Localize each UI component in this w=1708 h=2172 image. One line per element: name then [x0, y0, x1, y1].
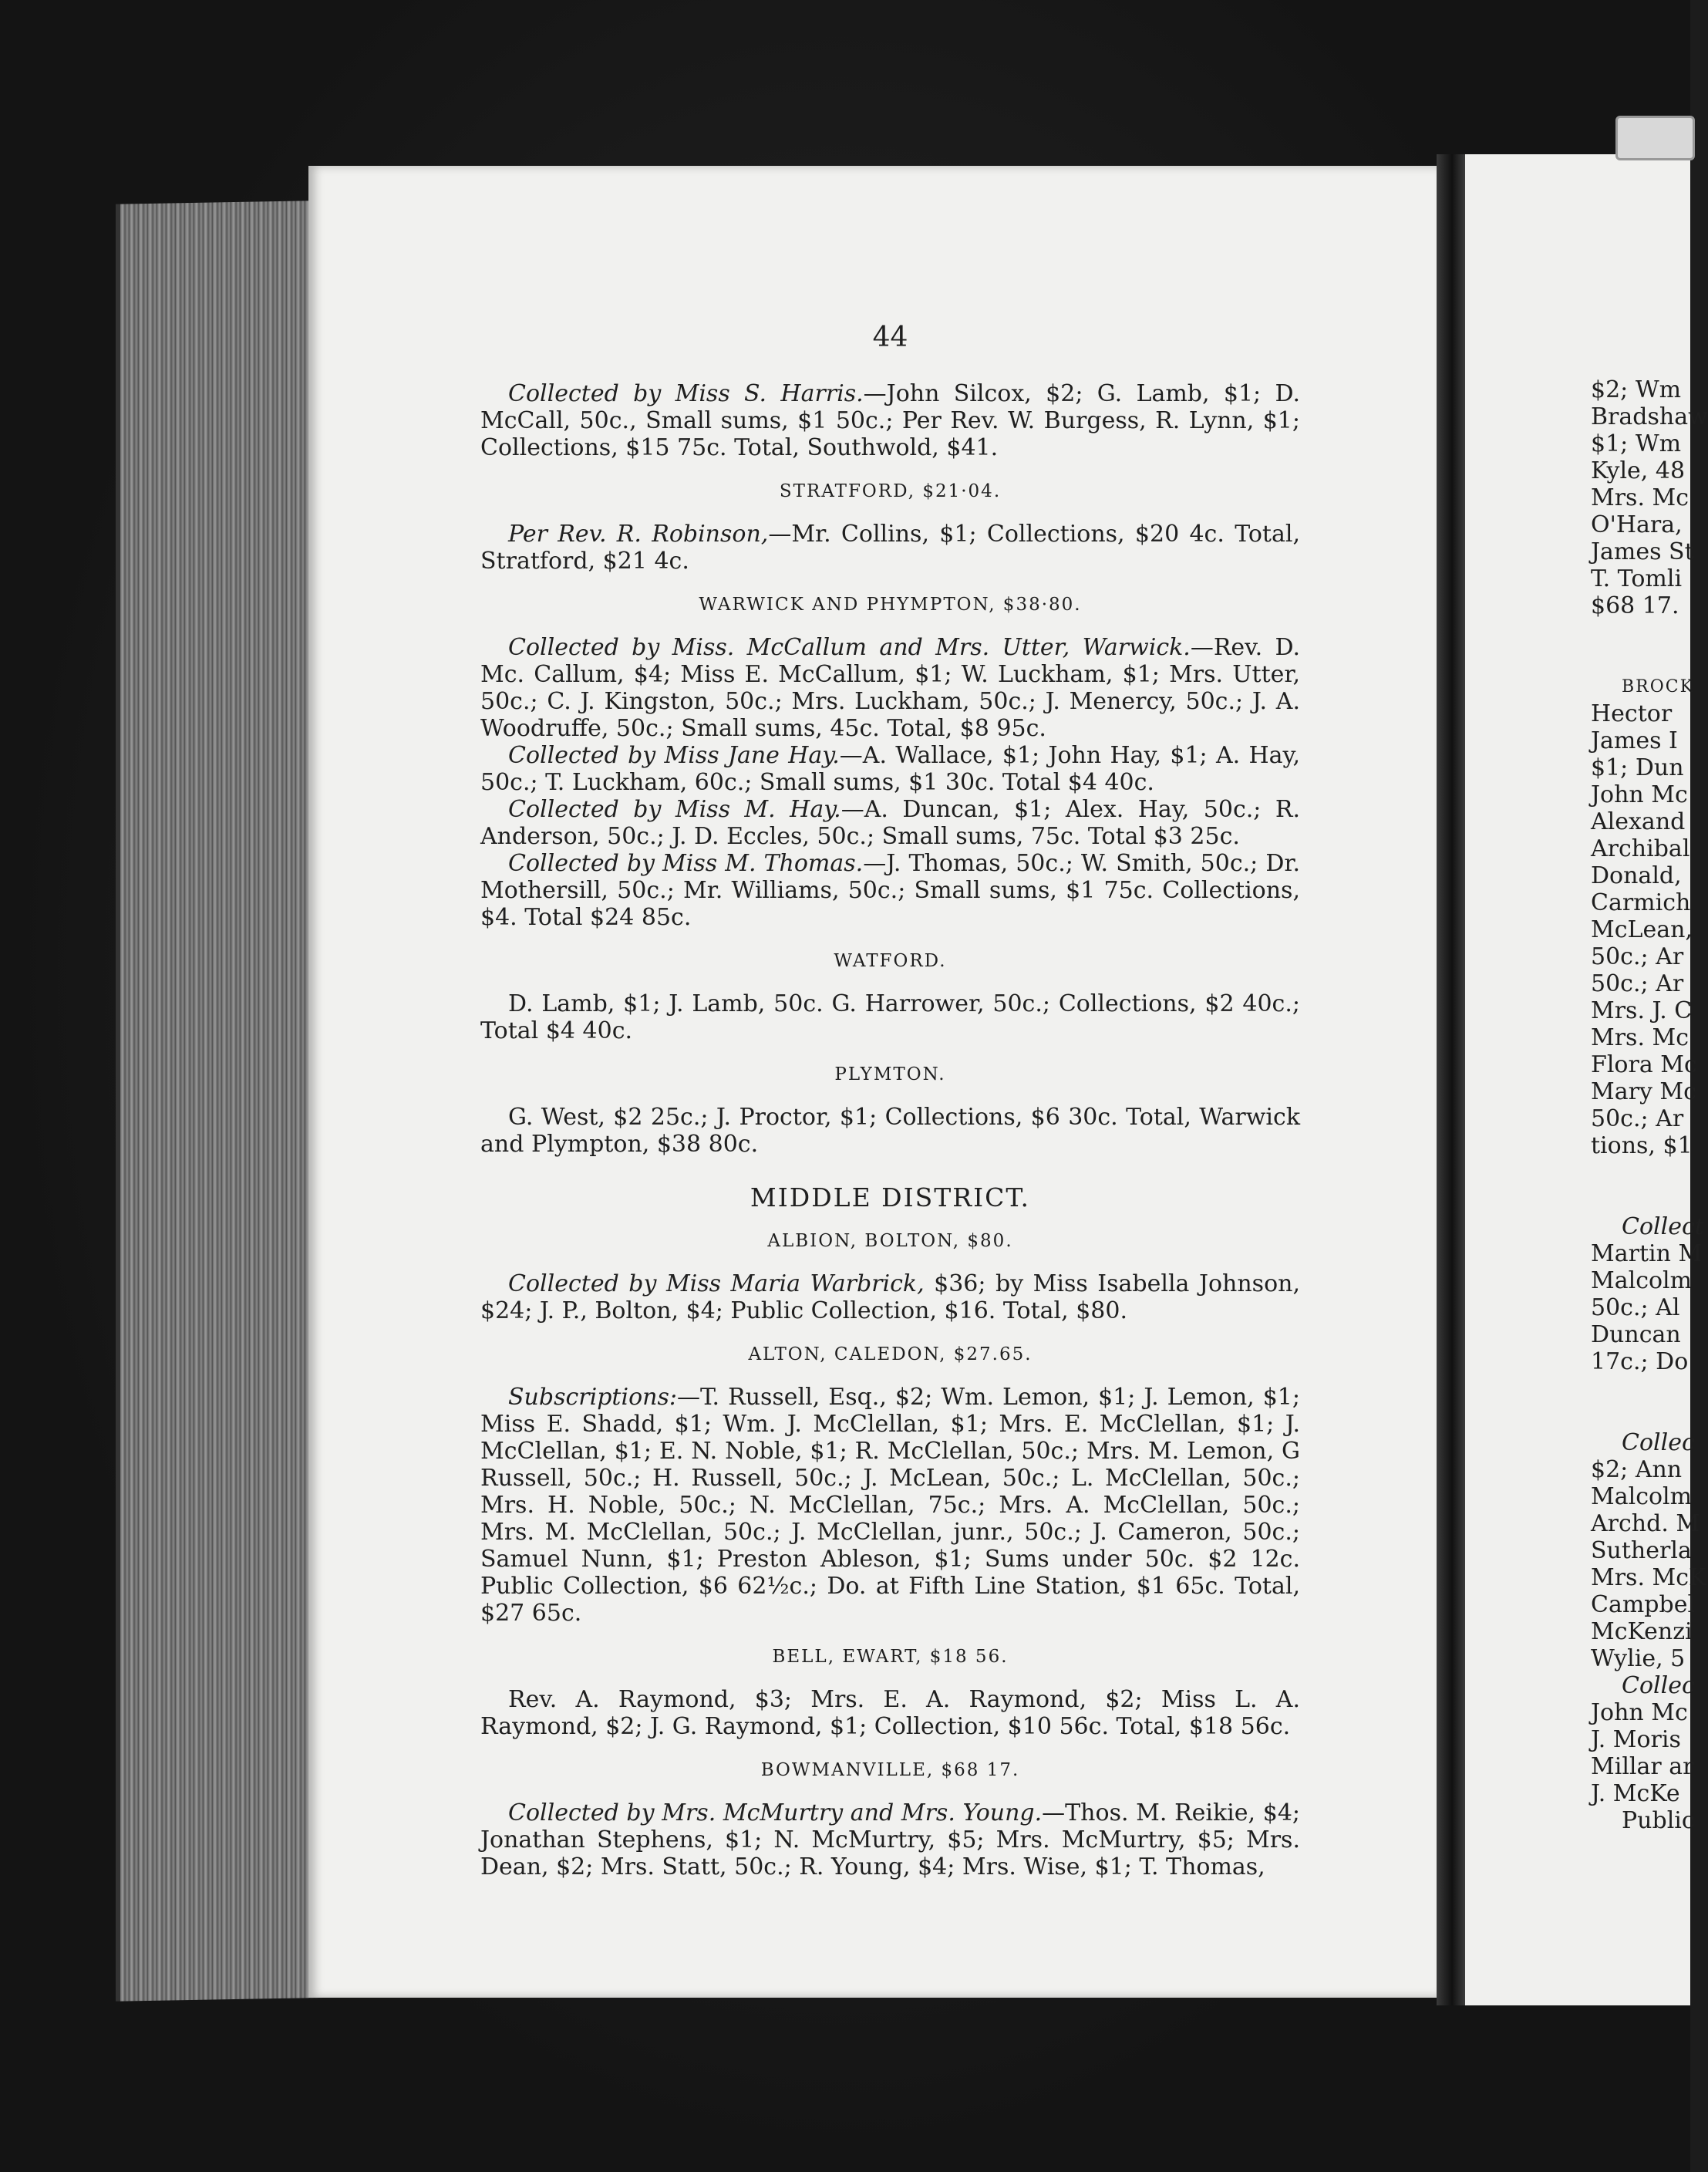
- collector-label: Collected by Miss Maria Warbrick,: [508, 1270, 925, 1297]
- entry-paragraph: [480, 796, 1300, 850]
- entry-text: —Rev. D. Mc. Callum, $4; Miss E. McCallum, $1; W. Luckham, $1; Mrs. Utter, 50c.; C. J. Kingston, 50c.; Mrs. Luckham, 50c.; J. Menercy, 50c.; J. A. Woodruffe, 50c.; Small sums, 45c. Total, $8 95c.: [480, 634, 1300, 742]
- entry-text: —A. Wallace, $1; John Hay, $1; A. Hay, 50c.; T. Luckham, 60c.; Small sums, $1 30c. Total $4 40c.: [480, 742, 1301, 796]
- section-heading: WATFORD.: [834, 951, 947, 971]
- right-page-line: Mrs. Mc: [1591, 1024, 1689, 1051]
- entry-paragraph: [480, 1270, 1300, 1324]
- entry-text: —T. Russell, Esq., $2; Wm. Lemon, $1; J. Lemon, $1; Miss E. Shadd, $1; Wm. J. McClellan, $1; Mrs. E. McClellan, $1; J. McClellan, $1; E. N. Noble, $1; R. McClellan, 50c.; Mrs. M. Lemon, G Russell, 50c.; H. Russell, 50c.; J. McLean, 50c.; L. McClellan, 50c.; Mrs. H. Noble, 50c.; N. McClellan, 75c.; Mrs. A. McClellan, 50c.; Mrs. M. McClellan, 50c.; J. McClellan, junr., 50c.; J. Cameron, 50c.; Samuel Nunn, $1; Preston Ableson, $1; Sums under 50c. $2 12c. Public Collection, $6 62½c.; Do. at Fifth Line Station, $1 65c. Total, $27 65c.: [480, 1384, 1300, 1627]
- right-page-line: Duncan: [1591, 1321, 1681, 1348]
- right-page-line: Malcolm: [1591, 1267, 1693, 1294]
- left-page-body: [480, 380, 1300, 1880]
- right-page-line: $1; Wm: [1591, 430, 1682, 457]
- right-page-line: tions, $1: [1591, 1132, 1693, 1159]
- right-page-line: John Mc: [1591, 1699, 1688, 1726]
- right-page-line: T. Tomli: [1591, 565, 1683, 592]
- entry-text: $36; by Miss Isabella Johnson, $24; J. P., Bolton, $4; Public Collection, $16. Total, $80.: [480, 1270, 1300, 1324]
- right-page-line: Archibal: [1591, 835, 1690, 862]
- entry-text: Rev. A. Raymond, $3; Mrs. E. A. Raymond, $2; Miss L. A. Raymond, $2; J. G. Raymond, $1; Collection, $10 56c. Total, $18 56c.: [480, 1686, 1300, 1740]
- right-page-line: 50c.; Ar: [1591, 943, 1684, 970]
- right-page-line: Wylie, 5: [1591, 1645, 1686, 1672]
- right-page-line: [1591, 646, 1690, 673]
- entry-paragraph: [480, 380, 1300, 461]
- right-page-line: $2; Ann: [1591, 1456, 1683, 1483]
- section-heading: ALTON, CALEDON, $27.65.: [748, 1344, 1033, 1364]
- book-gutter: [1437, 154, 1467, 2005]
- entry-paragraph: [480, 1799, 1300, 1880]
- right-page-line: [1591, 1186, 1690, 1213]
- section-heading: PLYMTON.: [834, 1064, 946, 1084]
- right-page-line: Collect: [1622, 1213, 1704, 1240]
- entry-text: —Thos. M. Reikie, $4; Jonathan Stephens, $1; N. McMurtry, $5; Mrs. McMurtry, $5; Mrs. Dean, $2; Mrs. Statt, 50c.; R. Young, $4; Mrs. Wise, $1; T. Thomas,: [480, 1799, 1301, 1880]
- district-heading: MIDDLE DISTRICT.: [750, 1182, 1031, 1212]
- right-page-line: Malcolm: [1591, 1483, 1693, 1510]
- right-page-line: James St: [1591, 538, 1694, 565]
- entry-paragraph: [480, 634, 1300, 742]
- right-page-line: Mary Mc: [1591, 1078, 1696, 1105]
- right-page-line: 50c.; Ar: [1591, 970, 1684, 997]
- right-page-line: Millar ar: [1591, 1753, 1694, 1780]
- right-page-line: [1591, 619, 1690, 646]
- right-page-line: McLean,: [1591, 916, 1693, 943]
- right-page-line: Carmich: [1591, 889, 1691, 916]
- right-page-line: 50c.; Ar: [1591, 1105, 1684, 1132]
- right-page-line: Donald,: [1591, 862, 1682, 889]
- right-page-line: $68 17.: [1591, 592, 1679, 619]
- entry-paragraph: [480, 1104, 1300, 1158]
- entry-paragraph: [480, 742, 1300, 796]
- right-page-line: Flora Mc: [1591, 1051, 1697, 1078]
- right-page-line: Archd. M: [1591, 1510, 1700, 1537]
- right-page-line: 50c.; Al: [1591, 1294, 1680, 1321]
- entry-text: —Mr. Collins, $1; Collections, $20 4c. Total, Stratford, $21 4c.: [480, 521, 1301, 575]
- right-page-line: [1591, 1402, 1690, 1429]
- entry-paragraph: [480, 1384, 1300, 1627]
- entry-text: —A. Duncan, $1; Alex. Hay, 50c.; R. Anderson, 50c.; J. D. Eccles, 50c.; Small sums, 75c. Total $3 25c.: [480, 796, 1300, 850]
- section-heading: BELL, EWART, $18 56.: [772, 1647, 1009, 1667]
- right-page-line: Bradshaw: [1591, 403, 1708, 430]
- page-number: 44: [872, 322, 908, 353]
- right-page-line: Kyle, 48: [1591, 457, 1686, 484]
- collector-label: Subscriptions:: [508, 1384, 677, 1411]
- entry-paragraph: [480, 850, 1300, 931]
- right-page-line: Mrs. McK: [1591, 1564, 1706, 1591]
- right-page-line: Collec: [1622, 1672, 1695, 1699]
- right-page-line: Mrs. J. C: [1591, 997, 1693, 1024]
- right-page-line: Sutherla: [1591, 1537, 1692, 1564]
- right-page-line: [1591, 1375, 1690, 1402]
- right-page-line: [1591, 1159, 1690, 1186]
- entry-text: D. Lamb, $1; J. Lamb, 50c. G. Harrower, 50c.; Collections, $2 40c.; Total $4 40c.: [480, 990, 1300, 1044]
- entry-paragraph: [480, 521, 1300, 575]
- entry-text: G. West, $2 25c.; J. Proctor, $1; Collections, $6 30c. Total, Warwick and Plympton, $38 80c.: [480, 1104, 1300, 1158]
- collector-label: Per Rev. R. Robinson,: [508, 521, 769, 548]
- right-page-line: $2; Wm: [1591, 376, 1682, 403]
- right-page-line: $1; Dun: [1591, 754, 1684, 781]
- right-page-line: Public: [1622, 1807, 1695, 1834]
- right-page-line: Collec: [1622, 1429, 1695, 1456]
- section-heading: WARWICK AND PHYMPTON, $38·80.: [699, 595, 1082, 615]
- collector-label: Collected by Miss M. Thomas.: [508, 850, 864, 877]
- right-page-line: 17c.; Do: [1591, 1348, 1689, 1375]
- left-page-text: [480, 324, 1300, 1880]
- entry-paragraph: [480, 990, 1300, 1044]
- collector-label: Collected by Miss S. Harris.: [508, 380, 864, 407]
- collector-label: Collected by Miss Jane Hay.: [508, 742, 840, 769]
- entry-text: —J. Thomas, 50c.; W. Smith, 50c.; Dr. Mothersill, 50c.; Mr. Williams, 50c.; Small sums, $1 75c. Collections, $4. Total $24 85c.: [480, 850, 1300, 931]
- right-page-line: James I: [1591, 727, 1678, 754]
- entry-text: —John Silcox, $2; G. Lamb, $1; D. McCall, 50c., Small sums, $1 50c.; Per Rev. W. Burgess, R. Lynn, $1; Collections, $15 75c. Total, Southwold, $41.: [480, 380, 1301, 461]
- entry-paragraph: [480, 1686, 1300, 1740]
- collector-label: Collected by Miss. McCallum and Mrs. Utter, Warwick.: [508, 634, 1191, 661]
- section-heading: STRATFORD, $21·04.: [779, 481, 1002, 501]
- right-page-line: O'Hara,: [1591, 511, 1683, 538]
- right-page-line: McKenzi: [1591, 1618, 1693, 1645]
- right-page-text: [1591, 376, 1708, 1834]
- right-page-line: Martin M: [1591, 1240, 1703, 1267]
- right-page-line: Alexand: [1591, 808, 1686, 835]
- right-page-line: BROCK: [1622, 677, 1695, 696]
- collector-label: Collected by Mrs. McMurtry and Mrs. Young.: [508, 1799, 1043, 1826]
- collector-label: Collected by Miss M. Hay.: [508, 796, 841, 823]
- right-page-line: J. Moris: [1591, 1726, 1681, 1753]
- right-page-line: Hector: [1591, 700, 1673, 727]
- section-heading: ALBION, BOLTON, $80.: [767, 1231, 1013, 1251]
- binder-clip: [1615, 116, 1695, 160]
- right-page-line: Campbel: [1591, 1591, 1696, 1618]
- right-page-line: John Mc: [1591, 781, 1688, 808]
- right-page-line: Mrs. Mc: [1591, 484, 1689, 511]
- right-page-line: J. McKe: [1591, 1780, 1680, 1807]
- section-heading: BOWMANVILLE, $68 17.: [760, 1760, 1020, 1780]
